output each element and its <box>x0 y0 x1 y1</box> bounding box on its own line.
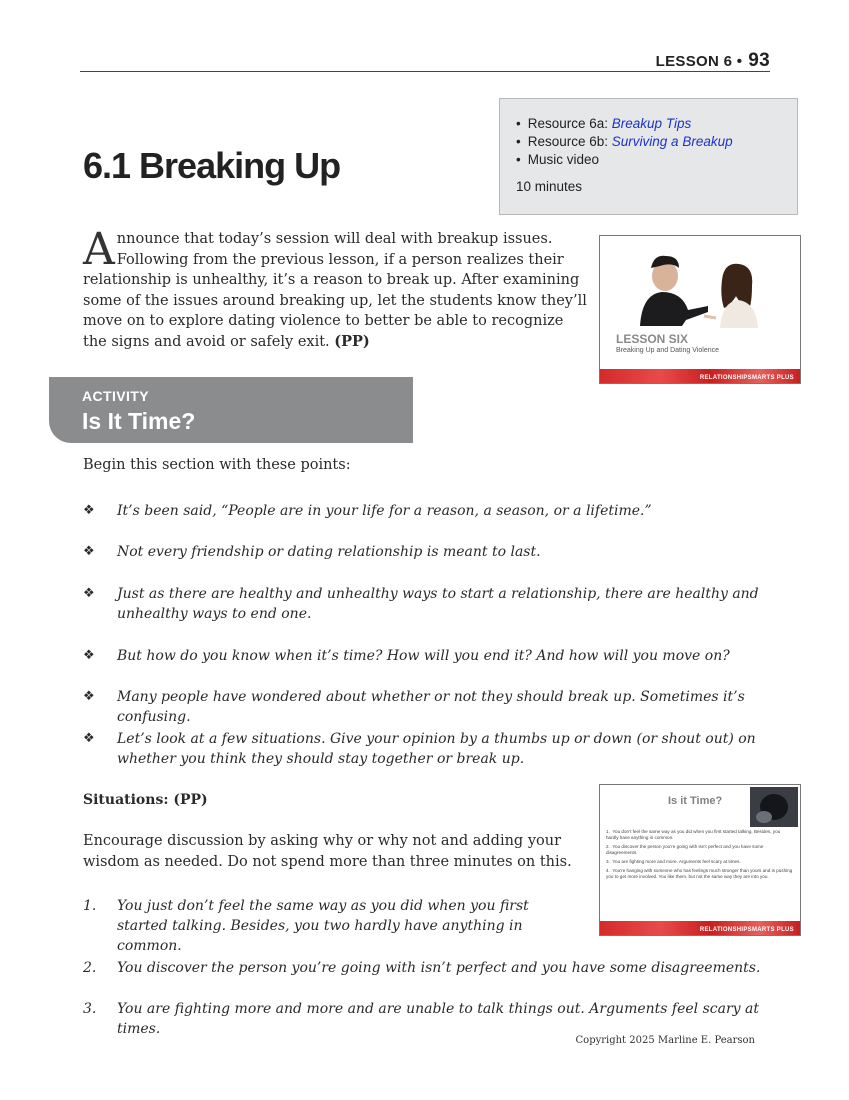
resource-item: • Resource 6b: Surviving a Breakup <box>516 133 783 151</box>
running-head <box>656 50 770 72</box>
intro-paragraph <box>83 224 588 352</box>
situation-item: 2. You discover the person you’re going with isn’t perfect and you have some disagreements. <box>83 960 761 976</box>
bullet-point: ❖ Many people have wondered about whether or not they should break up. Sometimes it’s confusing. <box>83 689 745 725</box>
page-title: 6.1 Breaking Up <box>83 145 341 186</box>
slide1-heading: LESSON SIX <box>616 332 689 346</box>
resource-item: • Music video <box>516 151 783 169</box>
intro-pp: (PP) <box>334 332 370 350</box>
slide1-brand: RELATIONSHIPSMARTS PLUS <box>699 375 794 381</box>
bullet-diamond-icon: ❖ <box>83 503 95 518</box>
bullet-diamond-icon: ❖ <box>83 586 95 601</box>
slide2-item: 3. You are fighting more and more. Arguments feel scary at times. <box>606 859 741 864</box>
slide-thumbnail-is-it-time <box>599 784 801 936</box>
bullet-point: ❖ But how do you know when it’s time? How will you end it? And how will you move on? <box>83 648 730 664</box>
slide2-brand: RELATIONSHIPSMARTS PLUS <box>699 927 794 933</box>
bullet-point: ❖ Let’s look at a few situations. Give your opinion by a thumbs up or down (or shout out) on whether you think they should stay together or break up. <box>83 731 756 767</box>
slide2-item: 2. You discover the person you’re going with isn’t perfect and you have some disagreements. <box>606 844 764 855</box>
slide-thumbnail-lesson-six <box>599 235 801 384</box>
resource-link-breakup-tips[interactable]: Breakup Tips <box>611 116 692 131</box>
situation-item: 1. You just don’t feel the same way as you did when you first started talking. Besides, you two hardly have anything in common. <box>83 898 529 954</box>
activity-label: ACTIVITY <box>82 388 149 404</box>
slide2-item: 1. You don’t feel the same way as you did when you first started talking. Besides, you hardly have anything in common. <box>606 829 781 840</box>
activity-title: Is It Time? <box>82 408 196 434</box>
resource-link-surviving-breakup[interactable]: Surviving a Breakup <box>611 134 733 149</box>
bullet-diamond-icon: ❖ <box>83 648 95 663</box>
bullet-point: ❖ Just as there are healthy and unhealthy ways to start a relationship, there are healthy and unhealthy ways to end one. <box>83 586 759 622</box>
page-number: 93 <box>748 50 770 71</box>
duration: 10 minutes <box>516 179 583 194</box>
bullet-diamond-icon: ❖ <box>83 544 95 559</box>
lesson-label: LESSON 6 • <box>655 53 743 70</box>
situations-heading: Situations: (PP) <box>83 792 208 808</box>
couple-arguing-illustration <box>600 236 800 383</box>
bullet-point: ❖ It’s been said, “People are in your life for a reason, a season, or a lifetime.” <box>83 503 652 519</box>
intro-text: nnounce that today’s session will deal with breakup issues. Following from the previous lesson, if a person realizes their relationship is unhealthy, it’s a reason to break up. After examining some of the issues around breaking up, let the students know they’ll move on to explore dating violence to better be able to recognize the signs and avoid or safely exit. <box>83 231 587 350</box>
situation-item: 3. You are fighting more and more and are unable to talk things out. Arguments feel scary at times. <box>83 1001 759 1037</box>
resource-box <box>499 98 798 215</box>
slide2-item: 4. You’re hanging with someone who has feelings much stronger than yours and is pushing you to get more involved. You like them, but not the same way they are into you. <box>606 868 793 879</box>
header-rule <box>80 71 770 72</box>
bullet-diamond-icon: ❖ <box>83 731 95 746</box>
person-photo-icon <box>750 787 798 827</box>
encourage-paragraph: Encourage discussion by asking why or why not and adding your wisdom as needed. Do not spend more than three minutes on this. <box>83 833 572 870</box>
resource-item: • Resource 6a: Breakup Tips <box>516 115 783 133</box>
copyright-notice: Copyright 2025 Marline E. Pearson <box>575 1035 755 1046</box>
bullet-point: ❖ Not every friendship or dating relationship is meant to last. <box>83 544 541 560</box>
resource-list <box>516 115 783 169</box>
slide2-list <box>606 829 794 880</box>
drop-cap: A <box>83 224 115 275</box>
section-intro: Begin this section with these points: <box>83 457 351 473</box>
slide1-subheading: Breaking Up and Dating Violence <box>616 347 719 354</box>
slide2-title: Is it Time? <box>668 795 723 807</box>
bullet-diamond-icon: ❖ <box>83 689 95 704</box>
